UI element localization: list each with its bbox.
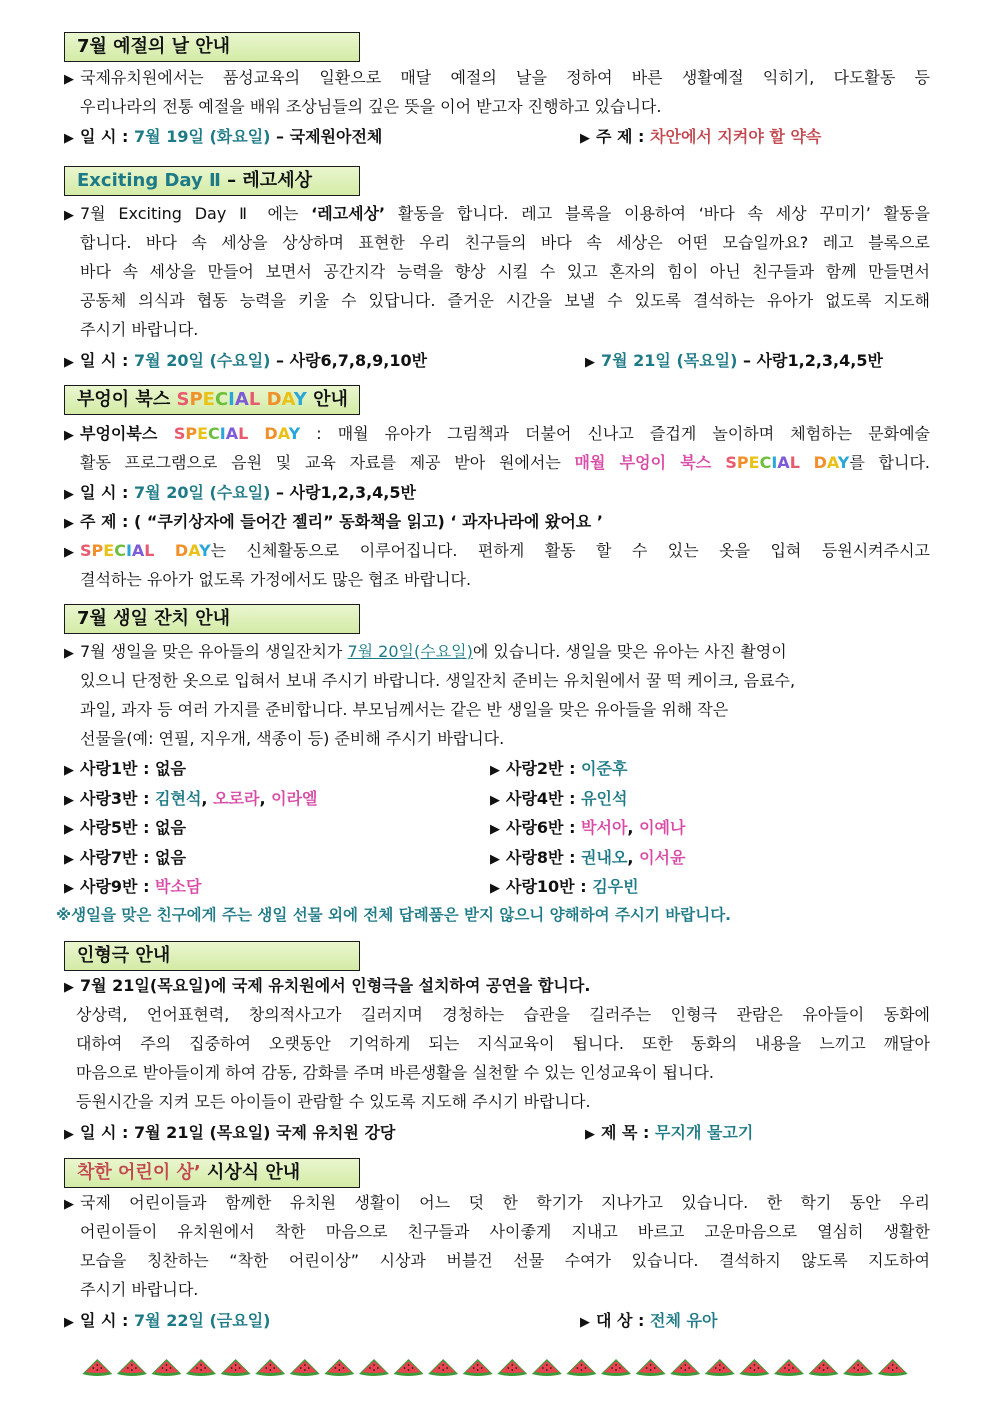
child-name: 유인석	[581, 788, 628, 808]
section-title-birthday: 7월 생일 잔치 안내	[64, 604, 360, 634]
watermelon-slice-icon	[359, 1359, 389, 1376]
child-name: 권내오	[581, 847, 628, 867]
watermelon-border	[80, 1356, 910, 1380]
triangle-bullet-icon: ▶	[580, 1315, 590, 1330]
class-row	[490, 757, 627, 783]
class-row	[490, 846, 685, 872]
watermelon-slice-icon	[566, 1359, 596, 1376]
watermelon-slice-icon	[221, 1359, 251, 1376]
watermelon-slice-icon	[636, 1359, 666, 1376]
class-row	[64, 875, 201, 901]
triangle-bullet-icon: ▶	[64, 131, 74, 146]
class-row	[64, 757, 186, 783]
watermelon-slice-icon	[324, 1359, 354, 1376]
triangle-bullet-icon: ▶	[490, 822, 500, 837]
class-label: 사랑8반 :	[506, 847, 582, 867]
watermelon-slice-icon	[809, 1359, 839, 1376]
birthday-paragraph-1: ▶ 7월 생일을 맞은 유아들의 생일잔치가 7월 20일(수요일)에 있습니다. 생일을 맞은 유아는 사진 촬영이	[64, 640, 930, 666]
class-row	[490, 816, 685, 842]
triangle-bullet-icon: ▶	[64, 1197, 74, 1212]
watermelon-slice-icon	[394, 1359, 424, 1376]
triangle-bullet-icon: ▶	[64, 516, 74, 531]
award-date-row: ▶ 일 시 : 7월 22일 (금요일)	[64, 1309, 270, 1335]
name-separator: ,	[201, 788, 214, 808]
exciting-paragraph-5: 주시기 바랍니다.	[80, 320, 199, 339]
triangle-bullet-icon: ▶	[490, 763, 500, 778]
class-row	[64, 846, 186, 872]
triangle-bullet-icon: ▶	[490, 881, 500, 896]
child-name: 이서윤	[639, 847, 686, 867]
triangle-bullet-icon: ▶	[64, 851, 74, 867]
triangle-bullet-icon: ▶	[585, 1127, 595, 1142]
puppet-title-row: ▶ 제 목 : 무지개 물고기	[585, 1121, 753, 1147]
watermelon-slice-icon	[532, 1359, 562, 1376]
section-title-owl-books: 부엉이 북스 SPECIAL DAY 안내	[64, 385, 360, 415]
puppet-date-row: ▶ 일 시 : 7월 21일 (목요일) 국제 유치원 강당	[64, 1121, 395, 1147]
section-title-exciting-day: Exciting Day Ⅱ – 레고세상	[64, 166, 360, 196]
watermelon-slice-icon	[878, 1359, 908, 1376]
puppet-paragraph-5: 등원시간을 지켜 모든 아이들이 관람할 수 있도록 지도해 주시기 바랍니다.	[76, 1092, 591, 1111]
triangle-bullet-icon: ▶	[64, 487, 74, 502]
name-separator: ,	[627, 847, 640, 867]
puppet-paragraph-1: ▶ 7월 21일(목요일)에 국제 유치원에서 인형극을 설치하여 공연을 합니다.	[64, 974, 590, 1000]
owl-paragraph-1: ▶ 부엉이북스 SPECIAL DAY : 매월 유아가 그림책과 더불어 신나고 즐겁게 놀이하며 체험하는 문화예술	[64, 422, 930, 448]
award-paragraph-2: 어린이들이 유치원에서 착한 마음으로 친구들과 사이좋게 지내고 바르고 고운마음으로 열심히 생활한	[80, 1222, 930, 1241]
exciting-paragraph-1: ▶ 7월 Exciting Day Ⅱ 에는 ‘레고세상’ 활동을 합니다. 레고 블록을 이용하여 ‘바다 속 세상 꾸미기’ 활동을	[64, 202, 930, 228]
child-name: 없음	[155, 759, 186, 778]
class-label: 사랑5반 :	[80, 818, 156, 837]
class-label: 사랑1반 :	[80, 759, 156, 778]
owl-paragraph-3: ▶ SPECIAL DAY는 신체활동으로 이루어집니다. 편하게 활동 할 수 있는 옷을 입혀 등원시켜주시고	[64, 539, 930, 565]
watermelon-slice-icon	[739, 1359, 769, 1376]
triangle-bullet-icon: ▶	[64, 646, 74, 661]
etiquette-paragraph-1: ▶ 국제유치원에서는 품성교육의 일환으로 매달 예절의 날을 정하여 바른 생활예절 익히기, 다도활동 등	[64, 66, 930, 92]
birthday-paragraph-4: 선물을(예: 연필, 지우개, 색종이 등) 준비해 주시기 바랍니다.	[80, 729, 505, 748]
class-row	[64, 816, 186, 842]
exciting-paragraph-4: 공동체 의식과 협동 능력을 키울 수 있답니다. 즐거운 시간을 보낼 수 있도록 결석하는 유아가 없도록 지도해	[80, 291, 930, 310]
child-name: 박서아	[581, 818, 628, 837]
watermelon-slice-icon	[463, 1359, 493, 1376]
puppet-paragraph-2: 상상력, 언어표현력, 창의적사고가 길러지며 경청하는 습관을 길러주는 인형극 관람은 유아들이 동화에	[76, 1005, 930, 1024]
child-name: 오로라	[213, 788, 260, 808]
birthday-paragraph-3: 과일, 과자 등 여러 가지를 준비합니다. 부모님께서는 같은 반 생일을 맞은 유아들을 위해 작은	[80, 700, 729, 719]
name-separator: ,	[259, 788, 272, 808]
name-separator: ,	[627, 818, 640, 837]
class-row	[490, 875, 639, 901]
exciting-paragraph-2: 합니다. 바다 속 세상을 상상하며 표현한 우리 친구들의 바다 속 세상은 어떤 모습일까요? 레고 블록으로	[80, 233, 930, 252]
exciting-paragraph-3: 바다 속 세상을 만들어 보면서 공간지각 능력을 향상 시킬 수 있고 혼자의 힘이 아닌 친구들과 함께 만들면서	[80, 262, 930, 281]
birthday-paragraph-2: 있으니 단정한 옷으로 입혀서 보내 주시기 바랍니다. 생일잔치 준비는 유치원에서 꿀 떡 케이크, 음료수,	[80, 671, 796, 690]
child-name: 이예나	[639, 818, 686, 837]
watermelon-slice-icon	[428, 1359, 458, 1376]
section-title-good-child-award: 착한 어린이 상’ 시상식 안내	[64, 1158, 360, 1188]
child-name: 이라엘	[271, 788, 318, 808]
watermelon-slice-icon	[705, 1359, 735, 1376]
special-day-logo: SPECIAL DAY	[176, 389, 307, 410]
triangle-bullet-icon: ▶	[64, 980, 74, 995]
award-paragraph-3: 모습을 칭찬하는 “착한 어린이상” 시상과 버블건 선물 수여가 있습니다. 결석하지 않도록 지도하여	[80, 1251, 930, 1270]
triangle-bullet-icon: ▶	[64, 1127, 74, 1142]
class-label: 사랑6반 :	[506, 818, 582, 837]
triangle-bullet-icon: ▶	[64, 208, 74, 223]
triangle-bullet-icon: ▶	[64, 792, 74, 808]
watermelon-slice-icon	[82, 1359, 112, 1376]
triangle-bullet-icon: ▶	[64, 72, 74, 87]
puppet-paragraph-4: 마음으로 받아들이게 하여 감동, 감화를 주며 바른생활을 실천할 수 있는 인성교육이 됩니다.	[76, 1063, 714, 1082]
triangle-bullet-icon: ▶	[490, 792, 500, 808]
birthday-note: ※생일을 맞은 친구에게 주는 생일 선물 외에 전체 답례품은 받지 않으니 양해하여 주시기 바랍니다.	[56, 906, 732, 924]
owl-paragraph-2: 활동 프로그램으로 음원 및 교육 자료를 제공 받아 원에서는 매월 부엉이 북스 SPECIAL DAY를 합니다.	[80, 453, 931, 472]
etiquette-paragraph-2: 우리나라의 전통 예절을 배워 조상님들의 깊은 뜻을 이어 받고자 진행하고 있습니다.	[80, 97, 662, 116]
watermelon-slice-icon	[670, 1359, 700, 1376]
triangle-bullet-icon: ▶	[64, 355, 74, 370]
award-paragraph-4: 주시기 바랍니다.	[80, 1280, 199, 1299]
triangle-bullet-icon: ▶	[64, 763, 74, 778]
owl-topic-row: ▶ 주 제 : ( “쿠키상자에 들어간 젤리” 동화책을 읽고) ‘ 과자나라에 왔어요 ’	[64, 510, 603, 536]
triangle-bullet-icon: ▶	[585, 355, 595, 370]
etiquette-topic-row: ▶ 주 제 : 차안에서 지켜야 할 약속	[580, 125, 821, 151]
etiquette-date-row: ▶ 일 시 : 7월 19일 (화요일) – 국제원아전체	[64, 125, 382, 151]
class-row	[64, 787, 317, 813]
exciting-date-row: ▶ 일 시 : 7월 20일 (수요일) – 사랑6,7,8,9,10반	[64, 349, 427, 375]
watermelon-slice-icon	[601, 1359, 631, 1376]
child-name: 김현석	[155, 788, 202, 808]
triangle-bullet-icon: ▶	[490, 851, 500, 867]
class-label: 사랑9반 :	[80, 877, 156, 896]
class-label: 사랑3반 :	[80, 788, 156, 808]
award-paragraph-1: ▶ 국제 어린이들과 함께한 유치원 생활이 어느 덧 한 학기가 지나가고 있습니다. 한 학기 동안 우리	[64, 1191, 930, 1217]
owl-paragraph-4: 결석하는 유아가 없도록 가정에서도 많은 협조 바랍니다.	[80, 570, 472, 589]
triangle-bullet-icon: ▶	[64, 545, 74, 560]
section-title-etiquette: 7월 예절의 날 안내	[64, 32, 360, 62]
award-target-row: ▶ 대 상 : 전체 유아	[580, 1309, 717, 1335]
watermelon-slice-icon	[843, 1359, 873, 1376]
class-label: 사랑4반 :	[506, 788, 582, 808]
triangle-bullet-icon: ▶	[580, 131, 590, 146]
watermelon-slice-icon	[290, 1359, 320, 1376]
watermelon-slice-icon	[151, 1359, 181, 1376]
class-row	[490, 787, 627, 813]
watermelon-slice-icon	[497, 1359, 527, 1376]
owl-date-row: ▶ 일 시 : 7월 20일 (수요일) – 사랑1,2,3,4,5반	[64, 481, 416, 507]
class-label: 사랑7반 :	[80, 847, 156, 867]
child-name: 김우빈	[592, 877, 639, 896]
triangle-bullet-icon: ▶	[64, 1315, 74, 1330]
class-label: 사랑2반 :	[506, 759, 582, 778]
child-name: 없음	[155, 847, 186, 867]
watermelon-slice-icon	[774, 1359, 804, 1376]
child-name: 박소담	[155, 877, 202, 896]
exciting-date2-row: ▶ 7월 21일 (목요일) – 사랑1,2,3,4,5반	[585, 349, 883, 375]
class-label: 사랑10반 :	[506, 877, 593, 896]
section-title-puppet-show: 인형극 안내	[64, 941, 360, 971]
watermelon-slice-icon	[186, 1359, 216, 1376]
child-name: 이준후	[581, 759, 628, 778]
watermelon-slice-icon	[117, 1359, 147, 1376]
triangle-bullet-icon: ▶	[64, 881, 74, 896]
triangle-bullet-icon: ▶	[64, 822, 74, 837]
watermelon-slice-icon	[255, 1359, 285, 1376]
triangle-bullet-icon: ▶	[64, 428, 74, 443]
child-name: 없음	[155, 818, 186, 837]
puppet-paragraph-3: 대하여 주의 집중하여 오랫동안 기억하게 되는 지식교육이 됩니다. 또한 동화의 내용을 느끼고 깨달아	[76, 1034, 930, 1053]
